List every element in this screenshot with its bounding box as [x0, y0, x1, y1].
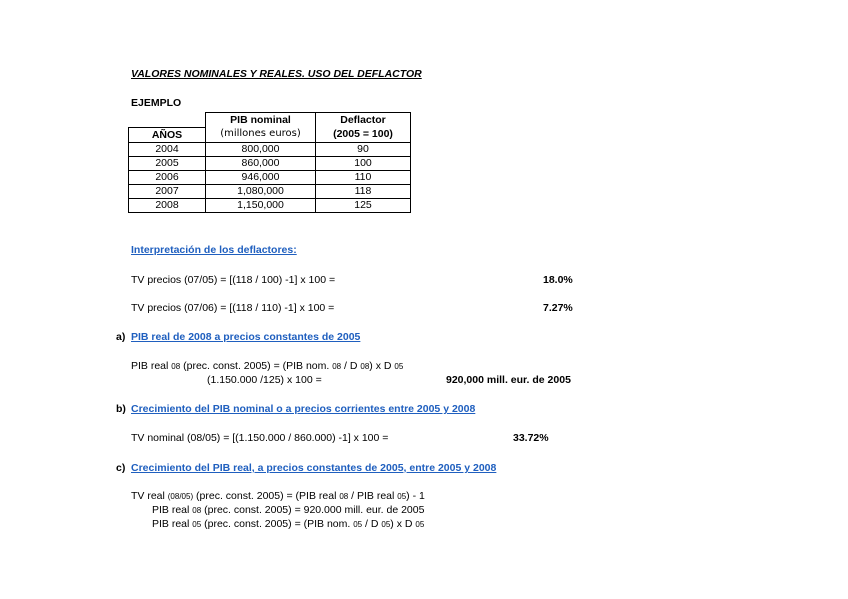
- text-fragment: (prec. const. 2005) = (PIB nom.: [180, 360, 333, 372]
- header-blank: [129, 113, 206, 128]
- header-pib-line1: PIB nominal: [206, 113, 316, 128]
- subscript: (08/05): [167, 492, 194, 501]
- text-fragment: PIB real: [131, 360, 172, 372]
- cell-year: 2006: [129, 170, 206, 184]
- header-pib-line2: (millones euros): [206, 127, 316, 142]
- section-a-formula-1: [131, 360, 403, 372]
- cell-year: 2005: [129, 156, 206, 170]
- text-fragment: / D: [341, 360, 361, 372]
- section-c-line-3: [152, 518, 424, 530]
- cell-pib: 860,000: [206, 156, 316, 170]
- subscript: 05: [394, 362, 404, 371]
- page-title: VALORES NOMINALES Y REALES. USO DEL DEFLACTOR: [131, 68, 422, 80]
- section-b-result: 33.72%: [513, 432, 549, 444]
- text-fragment: (prec. const. 2005) = 920.000 mill. eur. de 2005: [201, 504, 425, 516]
- text-fragment: (prec. const. 2005) = (PIB nom.: [201, 518, 354, 530]
- header-deflactor-line1: Deflactor: [316, 113, 411, 128]
- cell-year: 2004: [129, 142, 206, 156]
- text-fragment: PIB real: [152, 504, 193, 516]
- text-fragment: ) x D: [390, 518, 416, 530]
- section-b-label: b): [116, 403, 126, 415]
- section-a-formula-2: (1.150.000 /125) x 100 =: [207, 374, 322, 386]
- cell-deflactor: 90: [316, 142, 411, 156]
- subscript: 08: [360, 362, 370, 371]
- cell-pib: 1,150,000: [206, 198, 316, 212]
- section-b-heading[interactable]: Crecimiento del PIB nominal o a precios corrientes entre 2005 y 2008: [131, 403, 476, 415]
- tv-precios-07-06-result: 7.27%: [543, 302, 573, 314]
- text-fragment: (prec. const. 2005) = (PIB real: [193, 490, 340, 502]
- section-a-result: 920,000 mill. eur. de 2005: [446, 374, 571, 386]
- cell-year: 2007: [129, 184, 206, 198]
- tv-precios-07-05-result: 18.0%: [543, 274, 573, 286]
- header-deflactor-line2: (2005 = 100): [316, 127, 411, 142]
- cell-deflactor: 110: [316, 170, 411, 184]
- subscript: 05: [397, 492, 407, 501]
- gdp-table: [128, 112, 411, 213]
- subscript: 05: [415, 520, 425, 529]
- interpretation-heading[interactable]: Interpretación de los deflactores:: [131, 244, 297, 256]
- text-fragment: PIB real: [152, 518, 193, 530]
- section-c-label: c): [116, 462, 126, 474]
- table-header-row-2: [129, 127, 411, 142]
- subscript: 08: [332, 362, 342, 371]
- subscript: 05: [353, 520, 363, 529]
- text-fragment: / D: [362, 518, 382, 530]
- section-a-label: a): [116, 331, 126, 343]
- tv-precios-07-05-formula: TV precios (07/05) = [(118 / 100) -1] x 100 =: [131, 274, 336, 286]
- cell-pib: 1,080,000: [206, 184, 316, 198]
- header-years: AÑOS: [129, 127, 206, 142]
- section-a-heading[interactable]: PIB real de 2008 a precios constantes de 2005: [131, 331, 361, 343]
- table-row: [129, 198, 411, 212]
- table-header-row-1: [129, 113, 411, 128]
- section-c-heading[interactable]: Crecimiento del PIB real, a precios constantes de 2005, entre 2005 y 2008: [131, 462, 497, 474]
- subscript: 05: [381, 520, 391, 529]
- subscript: 08: [171, 362, 181, 371]
- subscript: 08: [339, 492, 349, 501]
- example-label: EJEMPLO: [131, 97, 182, 109]
- cell-deflactor: 125: [316, 198, 411, 212]
- table-row: [129, 184, 411, 198]
- subscript: 08: [192, 506, 202, 515]
- cell-deflactor: 118: [316, 184, 411, 198]
- section-c-line-1: [131, 490, 425, 502]
- table-row: [129, 156, 411, 170]
- table-row: [129, 142, 411, 156]
- section-b-formula: TV nominal (08/05) = [(1.150.000 / 860.000) -1] x 100 =: [131, 432, 389, 444]
- table-row: [129, 170, 411, 184]
- section-c-line-2: [152, 504, 424, 516]
- text-fragment: ) - 1: [406, 490, 425, 502]
- tv-precios-07-06-formula: TV precios (07/06) = [(118 / 110) -1] x 100 =: [131, 302, 335, 314]
- text-fragment: ) x D: [369, 360, 395, 372]
- text-fragment: / PIB real: [348, 490, 398, 502]
- cell-deflactor: 100: [316, 156, 411, 170]
- cell-year: 2008: [129, 198, 206, 212]
- subscript: 05: [192, 520, 202, 529]
- cell-pib: 800,000: [206, 142, 316, 156]
- text-fragment: TV real: [131, 490, 168, 502]
- cell-pib: 946,000: [206, 170, 316, 184]
